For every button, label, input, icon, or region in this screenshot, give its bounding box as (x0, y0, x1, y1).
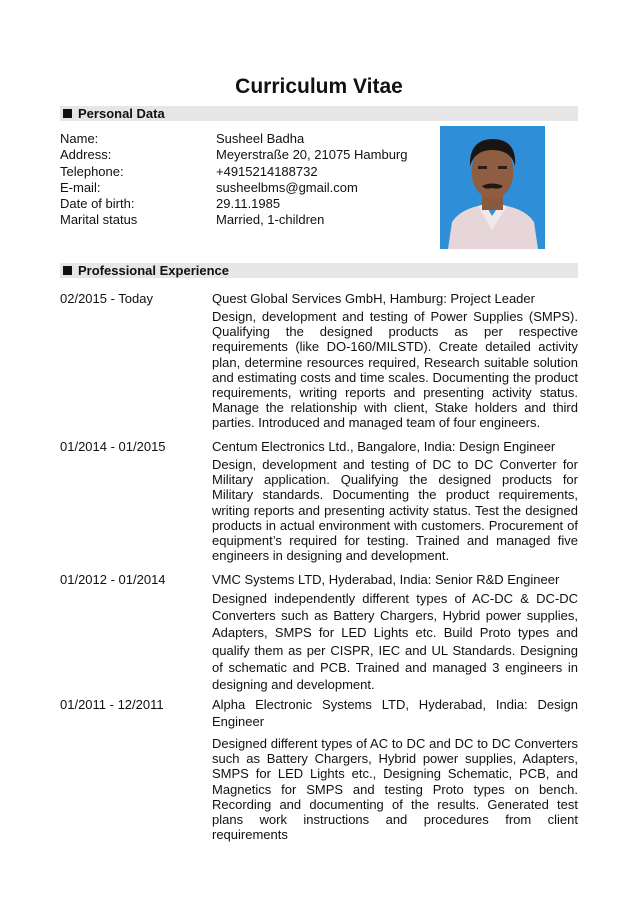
entry-role: Quest Global Services GmbH, Hamburg: Project Leader (212, 291, 535, 306)
square-bullet-icon (63, 109, 72, 118)
personal-row-birth (60, 196, 440, 212)
entry-content (212, 696, 578, 842)
personal-value: susheelbms@gmail.com (216, 179, 358, 195)
personal-value: +4915214188732 (216, 163, 318, 179)
entry-description: Designed independently different types of AC-DC & DC-DC Converters such as Battery Chargers, Hybrid power supplies, Adapters, SMPS for LED Lights etc. Build Proto types and qualify them as per CISPR, IEC and UL Standards. Designing of schematic and PCB. Trained and managed 3 engineers in designing and development. (212, 591, 578, 693)
professional-experience-heading: Professional Experience (78, 263, 230, 278)
personal-data-heading: Personal Data (78, 106, 165, 121)
personal-value: Married, 1-children (216, 212, 325, 228)
personal-row-email (60, 180, 440, 196)
personal-row-marital (60, 212, 440, 228)
entry-role: Centum Electronics Ltd., Bangalore, India: Design Engineer (212, 439, 556, 454)
personal-label: Date of birth: (60, 196, 135, 212)
entry-description: Design, development and testing of DC to DC Converter for Military application. Qualifying the designed products for Military standards. Documenting the product requirements, writing reports and presenting activity status. Test the designed products in actual environment with customers. Procurement of equipment’s required for testing. Trained and managed five engineers in designing and development. (212, 457, 578, 564)
personal-label: E-mail: (60, 179, 101, 195)
personal-label: Marital status (60, 212, 138, 228)
personal-label: Address: (60, 147, 112, 163)
entry-content (212, 290, 578, 431)
entry-role: Alpha Electronic Systems LTD, Hyderabad, India: Design Engineer (212, 697, 578, 729)
entry-date: 01/2011 - 12/2011 (60, 697, 164, 712)
entry-content (212, 438, 578, 563)
entry-date: 01/2012 - 01/2014 (60, 572, 166, 587)
personal-label: Name: (60, 131, 99, 146)
entry-date: 01/2014 - 01/2015 (60, 439, 166, 454)
entry-description: Design, development and testing of Power Supplies (SMPS). Qualifying the designed products as per respective requirements (like DO-160/MILSTD). Create detailed activity plan, determine resources required, Research suitable solution and estimating costs and time scales. Documenting the product requirements, writing reports and presenting activity status. Manage the relationship with client, Stake holders and third parties. Introduced and managed team of four engineers. (212, 309, 578, 431)
personal-value: Susheel Badha (216, 131, 305, 146)
portrait-image (440, 126, 545, 249)
entry-role: VMC Systems LTD, Hyderabad, India: Senior R&D Engineer (212, 572, 560, 587)
personal-data-table (60, 131, 440, 229)
entry-date: 02/2015 - Today (60, 291, 153, 306)
square-bullet-icon (63, 266, 72, 275)
professional-experience-header (60, 263, 578, 278)
entry-description: Designed different types of AC to DC and DC to DC Converters such as Battery Chargers, Hybrid power supplies, Adapters, SMPS for LED Lights etc., Designing Schematic, PCB, and Magnetics for SMPS and testing Proto types on bench. Recording and documenting of the results. Generated test plans work instructions and procedures from client requirements (212, 736, 578, 843)
personal-label: Telephone: (60, 163, 124, 179)
personal-value: Meyerstraße 20, 21075 Hamburg (216, 147, 408, 163)
personal-row-telephone (60, 164, 440, 180)
personal-value: 29.11.1985 (216, 196, 281, 212)
personal-data-header (60, 106, 578, 121)
personal-row-address (60, 147, 440, 163)
personal-row-name (60, 131, 440, 147)
page-title: Curriculum Vitae (235, 75, 403, 98)
profile-photo (440, 126, 545, 249)
entry-content (212, 571, 578, 693)
